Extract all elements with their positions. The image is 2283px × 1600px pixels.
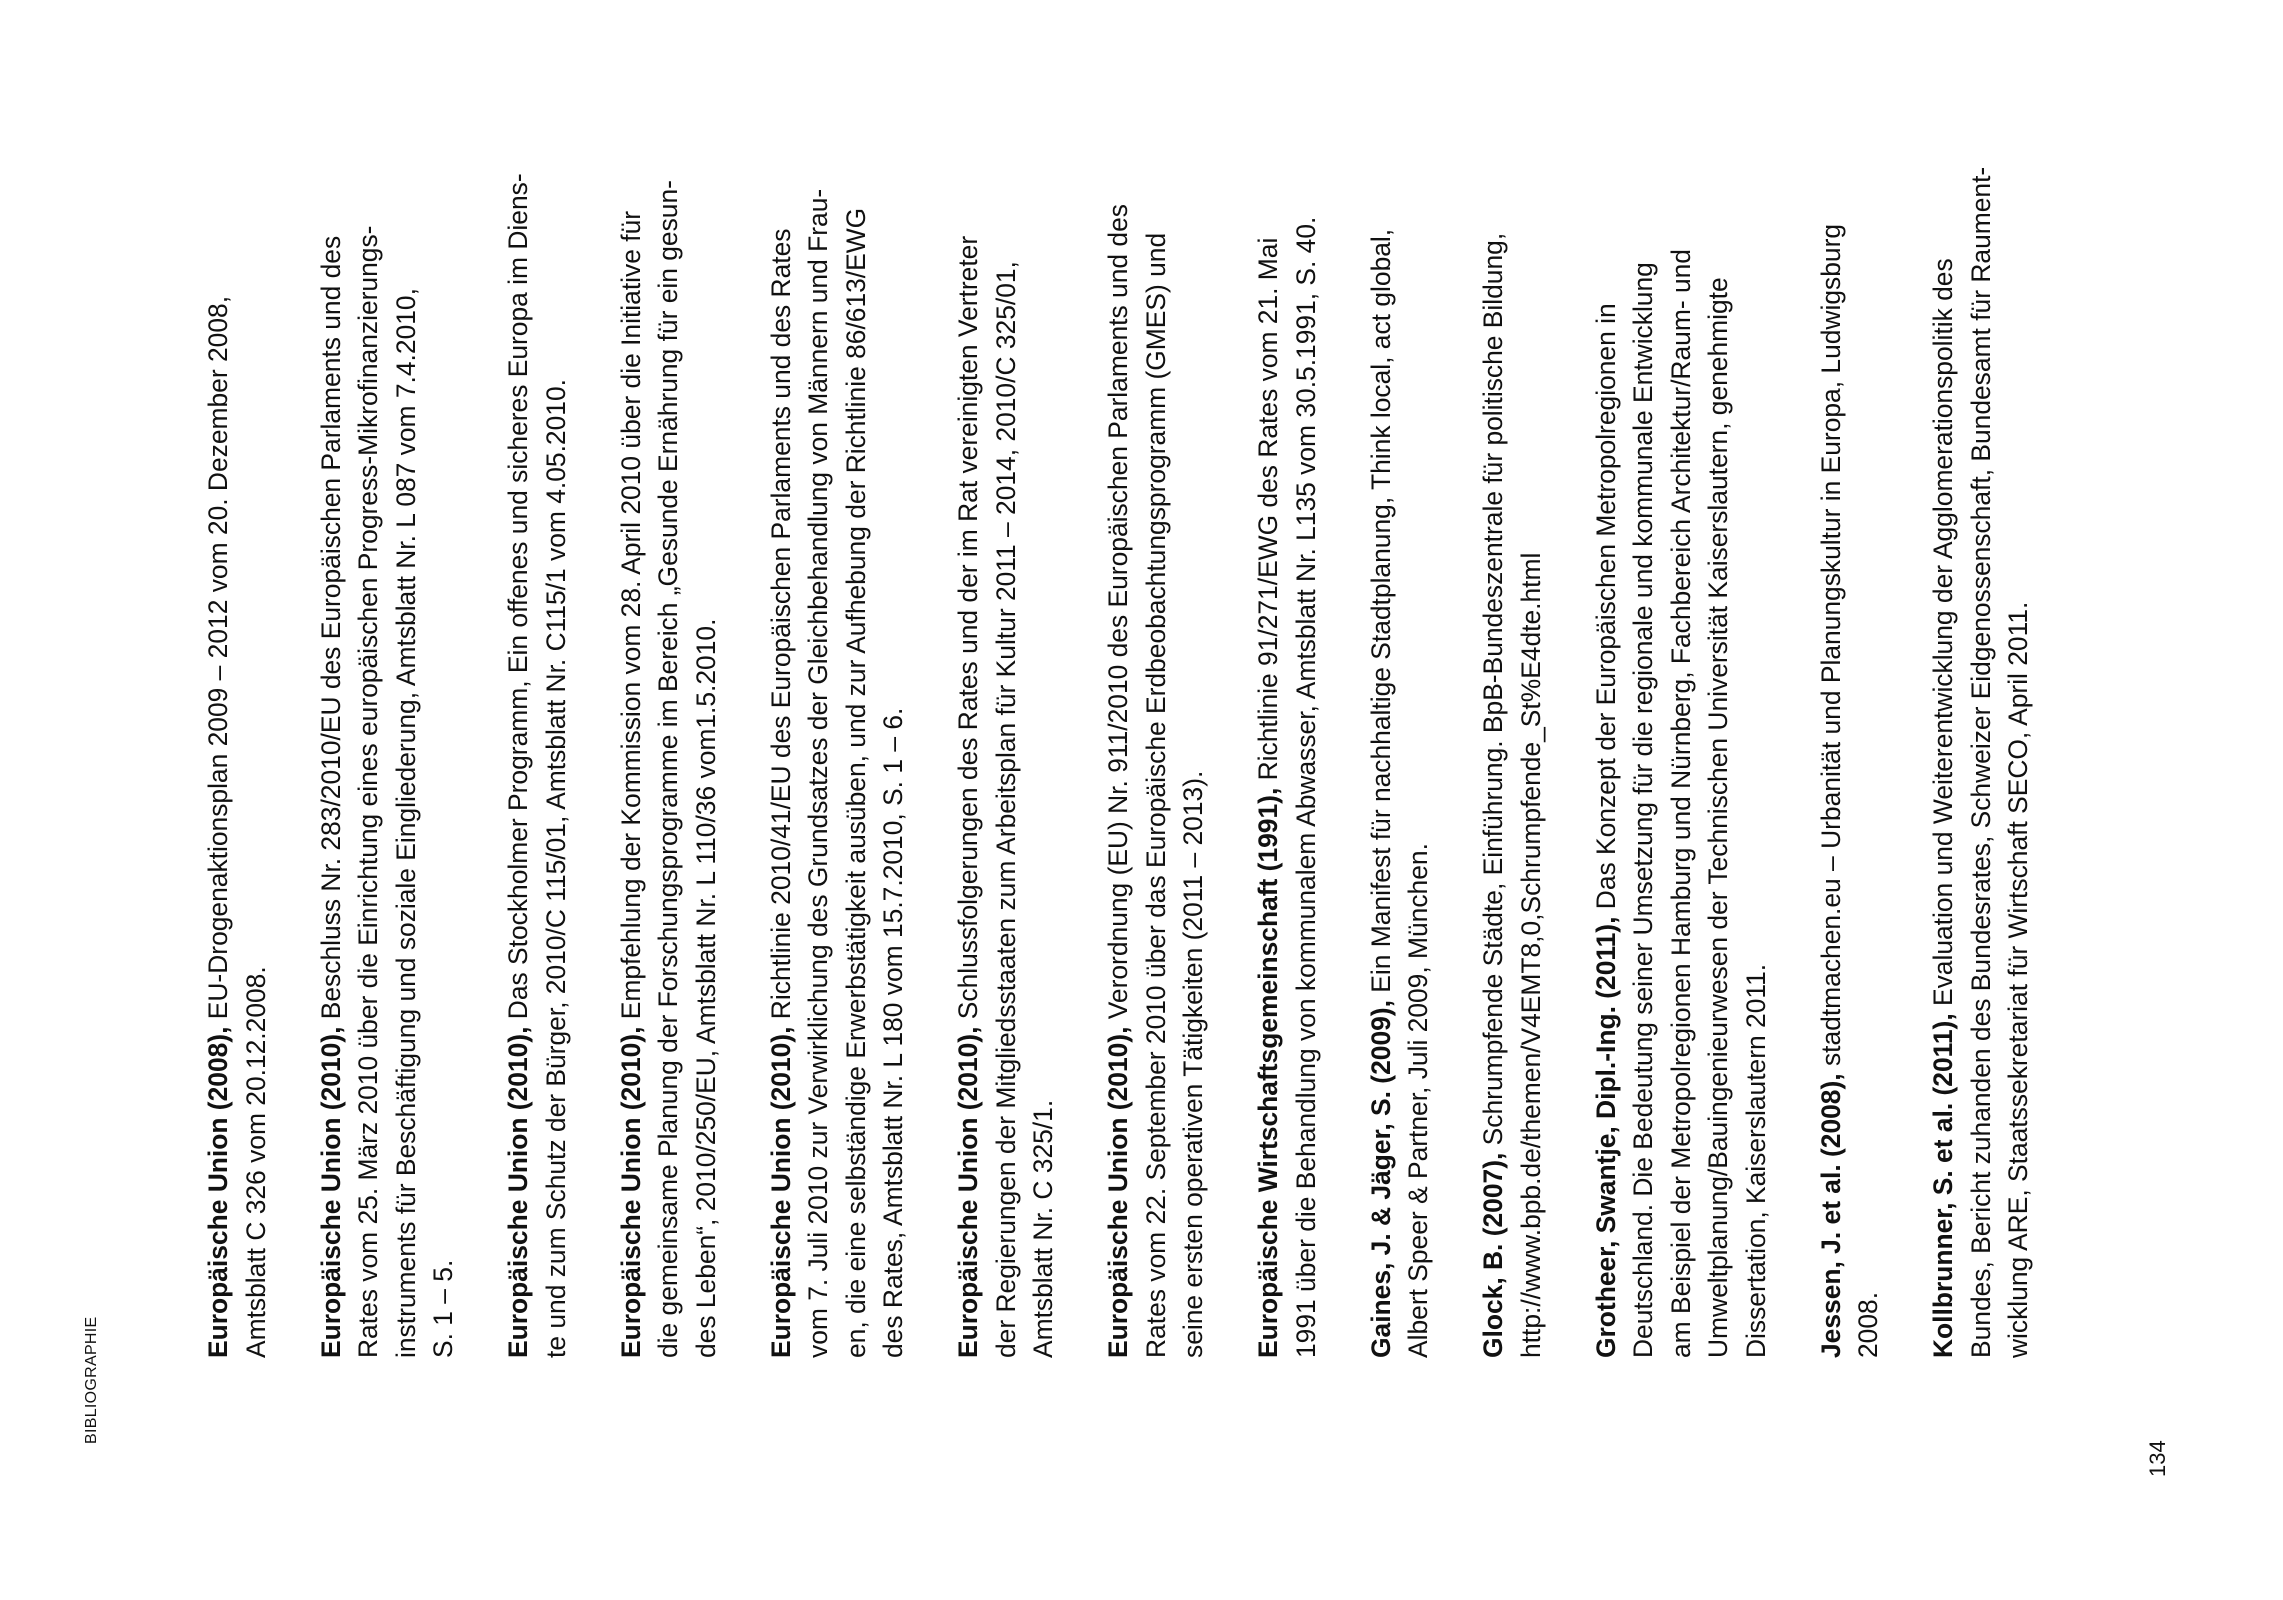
- entry-line: wicklung ARE, Staatssekretariat für Wirtschaft SECO, April 2011.: [2003, 601, 2033, 1358]
- entry-line: Europäische Union (2010), Verordnung (EU) Nr. 911/2010 des Europäischen Parlaments und des: [1103, 204, 1133, 1358]
- entry-line: am Beispiel der Metropolregionen Hamburg und Nürnberg, Fachbereich Architektur/Raum- und: [1665, 249, 1696, 1358]
- entry-author: Europäische Union (2010),: [1103, 1026, 1133, 1358]
- entry-line: die gemeinsame Planung der Forschungsprogramme im Bereich „Gesunde Ernährung für ein gesun-: [653, 180, 683, 1358]
- bibliography-list: [200, 126, 2075, 1358]
- entry-line: Rates vom 25. März 2010 über die Einrichtung eines europäischen Progress-Mikrofinanzierungs-: [353, 225, 383, 1358]
- entry-line: Europäische Wirtschaftsgemeinschaft (1991), Richtlinie 91/271/EWG des Rates vom 21. Mai: [1253, 237, 1283, 1358]
- entry-line: Europäische Union (2010), Das Stockholmer Programm, Ein offenes und sicheres Europa im Diens-: [503, 173, 533, 1358]
- entry-line: Kollbrunner, S. et al. (2011), Evaluation und Weiterentwicklung der Agglomerationspolitik des: [1928, 258, 1958, 1358]
- bibliography-entry: [1475, 126, 1550, 1358]
- bibliography-entry: [1100, 126, 1213, 1358]
- bibliography-entry: [763, 126, 913, 1358]
- bibliography-entry: [1363, 126, 1438, 1358]
- entry-line: http://www.bpb.de/themen/V4EMT8,0,Schrumpfende_St%E4dte.html: [1515, 552, 1546, 1358]
- page-number: 134: [2145, 1440, 2170, 1477]
- entry-author: Jessen, J. et al. (2008),: [1815, 1073, 1846, 1358]
- entry-author: Gaines, J. & Jäger, S. (2009),: [1365, 1000, 1396, 1358]
- entry-line: Deutschland. Die Bedeutung seiner Umsetzung für die regionale und kommunale Entwicklung: [1628, 262, 1658, 1358]
- entry-line: Rates vom 22. September 2010 über das Europäische Erdbeobachtungsprogramm (GMES) und: [1140, 232, 1171, 1358]
- entry-line: Dissertation, Kaiserslautern 2011.: [1740, 963, 1771, 1358]
- entry-line: Bundes, Bericht zuhanden des Bundesrates, Schweizer Eidgenossenschaft, Bundesamt für Raument-: [1965, 166, 1996, 1358]
- entry-author: Europäische Union (2010),: [953, 1026, 983, 1358]
- bibliography-entry: [613, 126, 726, 1358]
- entry-line: Europäische Union (2010), Empfehlung der Kommission vom 28. April 2010 über die Initiative für: [615, 210, 646, 1358]
- entry-author: Europäische Union (2010),: [503, 1026, 533, 1358]
- entry-author: Europäische Union (2010),: [315, 1026, 346, 1358]
- entry-line: Glock, B. (2007), Schrumpfende Städte, Einführung. BpB-Bundeszentrale für politische Bildung,: [1478, 232, 1508, 1358]
- entry-author: Europäische Wirtschaftsgemeinschaft (1991),: [1253, 787, 1283, 1358]
- entry-author: Europäische Union (2008),: [203, 1026, 233, 1358]
- entry-line: der Regierungen der Mitgliedsstaaten zum Arbeitsplan für Kultur 2011 – 2014, 2010/C 325/01,: [990, 261, 1021, 1358]
- entry-line: Gaines, J. & Jäger, S. (2009), Ein Manifest für nachhaltige Stadtplanung, Think local, act global,: [1365, 228, 1396, 1358]
- entry-line: Europäische Union (2008), EU-Drogenaktionsplan 2009 – 2012 vom 20. Dezember 2008,: [203, 295, 233, 1358]
- entry-line: S. 1 – 5.: [428, 1259, 458, 1358]
- entry-line: Europäische Union (2010), Beschluss Nr. 283/2010/EU des Europäischen Parlaments und des: [315, 235, 346, 1358]
- entry-line: des Rates, Amtsblatt Nr. L 180 vom 15.7.2010, S. 1 – 6.: [878, 707, 908, 1358]
- bibliography-entry: [1925, 126, 2038, 1358]
- bibliography-entry: [500, 126, 575, 1358]
- entry-line: 2008.: [1853, 1291, 1883, 1358]
- entry-line: en, die eine selbständige Erwerbstätigkeit ausüben, und zur Aufhebung der Richtlinie 86/613/EWG: [840, 207, 871, 1358]
- bibliography-entry: [950, 126, 1063, 1358]
- entry-line: instruments für Beschäftigung und soziale Eingliederung, Amtsblatt Nr. L 087 vom 7.4.2010,: [390, 288, 421, 1358]
- entry-line: Umweltplanung/Bauingenieurwesen der Technischen Universität Kaiserslautern, genehmigte: [1703, 277, 1733, 1358]
- entry-line: Amtsblatt C 326 vom 20.12.2008.: [240, 966, 271, 1358]
- entry-line: Europäische Union (2010), Richtlinie 2010/41/EU des Europäischen Parlaments und des Rates: [765, 228, 796, 1358]
- entry-line: 1991 über die Behandlung von kommunalem Abwasser, Amtsblatt Nr. L135 vom 30.5.1991, S. 40.: [1290, 216, 1321, 1358]
- entry-author: Glock, B. (2007),: [1478, 1152, 1508, 1358]
- entry-line: seine ersten operativen Tätigkeiten (2011 – 2013).: [1178, 770, 1208, 1358]
- entry-line: te und zum Schutz der Bürger, 2010/C 115/01, Amtsblatt Nr. C115/1 vom 4.05.2010.: [540, 379, 571, 1358]
- bibliography-entry: [1588, 126, 1776, 1358]
- entry-line: Grotheer, Swantje, Dipl.-Ing. (2011), Das Konzept der Europäischen Metropolregionen in: [1590, 303, 1621, 1358]
- entry-line: Europäische Union (2010), Schlussfolgerungen des Rates und der im Rat vereinigten Vertreter: [953, 235, 983, 1358]
- bibliography-entry: [1813, 126, 1888, 1358]
- entry-author: Europäische Union (2010),: [765, 1026, 796, 1358]
- bibliography-entry: [1250, 126, 1325, 1358]
- bibliography-entry: [200, 126, 275, 1358]
- section-header: BIBLIOGRAPHIE: [83, 1316, 100, 1444]
- entry-line: Jessen, J. et al. (2008), stadtmachen.eu – Urbanität und Planungskultur in Europa, Ludwigsburg: [1815, 223, 1846, 1358]
- bibliography-entry: [313, 126, 463, 1358]
- entry-author: Kollbrunner, S. et al. (2011),: [1928, 1013, 1958, 1358]
- entry-line: vom 7. Juli 2010 zur Verwirklichung des Grundsatzes der Gleichbehandlung von Männern und Frau-: [803, 188, 833, 1358]
- entry-line: Amtsblatt Nr. C 325/1.: [1028, 1099, 1058, 1358]
- entry-line: des Leben“, 2010/250/EU, Amtsblatt Nr. L 110/36 vom1.5.2010.: [690, 618, 721, 1358]
- entry-line: Albert Speer & Partner, Juli 2009, München.: [1403, 843, 1433, 1358]
- entry-author: Grotheer, Swantje, Dipl.-Ing. (2011),: [1590, 916, 1621, 1358]
- entry-author: Europäische Union (2010),: [615, 1026, 646, 1358]
